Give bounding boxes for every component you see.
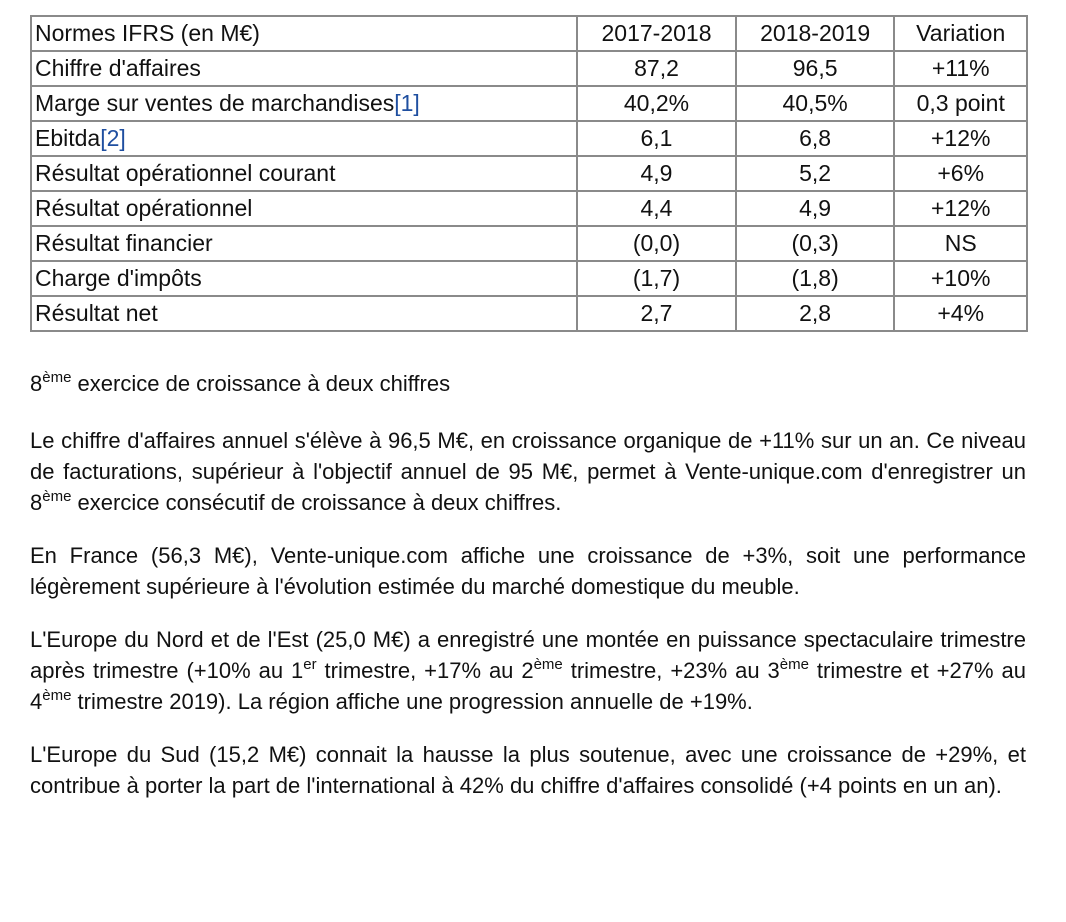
paragraph-text: exercice consécutif de croissance à deux chiffres. bbox=[71, 490, 562, 515]
row-value-2017-2018: (1,7) bbox=[577, 261, 736, 296]
row-label-text: Résultat financier bbox=[35, 230, 213, 256]
paragraph-text: trimestre 2019). La région affiche une progression annuelle de +19%. bbox=[71, 689, 753, 714]
row-value-2018-2019: 5,2 bbox=[736, 156, 895, 191]
row-value-2018-2019: 6,8 bbox=[736, 121, 895, 156]
section-heading bbox=[30, 368, 1026, 399]
table-row bbox=[31, 156, 1027, 191]
header-cell-variation: Variation bbox=[894, 16, 1027, 51]
row-variation: NS bbox=[894, 226, 1027, 261]
row-label bbox=[31, 121, 577, 156]
row-value-2018-2019: 2,8 bbox=[736, 296, 895, 331]
heading-text: exercice de croissance à deux chiffres bbox=[71, 371, 451, 396]
paragraph-text: Le chiffre d'affaires annuel s'élève à 96,5 M€, en croissance organique de +11% sur un an. Ce niveau de facturations, supérieur à l'objectif annuel de 95 M€, permet à Vente-unique.com d'enregistrer un 8 bbox=[30, 428, 1026, 515]
row-variation: 0,3 point bbox=[894, 86, 1027, 121]
paragraph-text: trimestre, +17% au 2 bbox=[316, 658, 534, 683]
row-value-2017-2018: 6,1 bbox=[577, 121, 736, 156]
footnote-link-1[interactable]: [1] bbox=[394, 90, 420, 116]
row-label bbox=[31, 86, 577, 121]
footnote-link-2[interactable]: [2] bbox=[100, 125, 126, 151]
row-value-2017-2018: 4,9 bbox=[577, 156, 736, 191]
table-row bbox=[31, 191, 1027, 226]
row-value-2018-2019: (1,8) bbox=[736, 261, 895, 296]
row-variation: +12% bbox=[894, 121, 1027, 156]
row-label-text: Charge d'impôts bbox=[35, 265, 202, 291]
paragraph-france: En France (56,3 M€), Vente-unique.com affiche une croissance de +3%, soit une performance légèrement supérieure à l'évolution estimée du marché domestique du meuble. bbox=[30, 543, 1026, 599]
superscript: er bbox=[303, 656, 317, 673]
row-label-text: Résultat opérationnel courant bbox=[35, 160, 336, 186]
paragraph-text: trimestre et +27% au 4 bbox=[30, 658, 1026, 714]
row-value-2018-2019: (0,3) bbox=[736, 226, 895, 261]
row-label bbox=[31, 226, 577, 261]
row-value-2017-2018: 87,2 bbox=[577, 51, 736, 86]
superscript: ème bbox=[42, 687, 72, 704]
superscript: ème bbox=[533, 656, 563, 673]
table-row bbox=[31, 226, 1027, 261]
row-label bbox=[31, 156, 577, 191]
row-value-2018-2019: 40,5% bbox=[736, 86, 895, 121]
row-label-text: Ebitda bbox=[35, 125, 101, 151]
article-body bbox=[30, 368, 1026, 823]
header-cell-2018-2019: 2018-2019 bbox=[736, 16, 895, 51]
row-label-text: Résultat net bbox=[35, 300, 158, 326]
row-value-2017-2018: (0,0) bbox=[577, 226, 736, 261]
table-row bbox=[31, 121, 1027, 156]
row-variation: +12% bbox=[894, 191, 1027, 226]
row-value-2018-2019: 96,5 bbox=[736, 51, 895, 86]
row-variation: +11% bbox=[894, 51, 1027, 86]
superscript: ème bbox=[779, 656, 809, 673]
table-row bbox=[31, 261, 1027, 296]
table-row bbox=[31, 86, 1027, 121]
paragraph-south-europe: L'Europe du Sud (15,2 M€) connait la hausse la plus soutenue, avec une croissance de +29%, et contribue à porter la part de l'international à 42% du chiffre d'affaires consolidé (+4 points en un an). bbox=[30, 742, 1026, 798]
row-value-2018-2019: 4,9 bbox=[736, 191, 895, 226]
row-label-text: Marge sur ventes de marchandises bbox=[35, 90, 395, 116]
row-label-text: Résultat opérationnel bbox=[35, 195, 253, 221]
table-header-row bbox=[31, 16, 1027, 51]
financial-results-table bbox=[30, 15, 1028, 332]
superscript: ème bbox=[42, 488, 72, 505]
heading-superscript: ème bbox=[42, 369, 72, 386]
row-value-2017-2018: 40,2% bbox=[577, 86, 736, 121]
table-row bbox=[31, 51, 1027, 86]
row-label bbox=[31, 261, 577, 296]
paragraph-revenue bbox=[30, 425, 1026, 518]
row-label-text: Chiffre d'affaires bbox=[35, 55, 201, 81]
row-label bbox=[31, 191, 577, 226]
table-row bbox=[31, 296, 1027, 331]
row-value-2017-2018: 2,7 bbox=[577, 296, 736, 331]
row-label bbox=[31, 51, 577, 86]
row-variation: +6% bbox=[894, 156, 1027, 191]
header-cell-label: Normes IFRS (en M€) bbox=[31, 16, 577, 51]
row-value-2017-2018: 4,4 bbox=[577, 191, 736, 226]
row-label bbox=[31, 296, 577, 331]
header-cell-2017-2018: 2017-2018 bbox=[577, 16, 736, 51]
row-variation: +10% bbox=[894, 261, 1027, 296]
paragraph-text: L'Europe du Nord et de l'Est (25,0 M€) a enregistré une montée en puissance spectaculaire trimestre après trimestre (+10% au 1 bbox=[30, 627, 1026, 683]
heading-number: 8 bbox=[30, 371, 43, 396]
row-variation: +4% bbox=[894, 296, 1027, 331]
paragraph-text: trimestre, +23% au 3 bbox=[562, 658, 780, 683]
paragraph-north-east-europe bbox=[30, 624, 1026, 717]
